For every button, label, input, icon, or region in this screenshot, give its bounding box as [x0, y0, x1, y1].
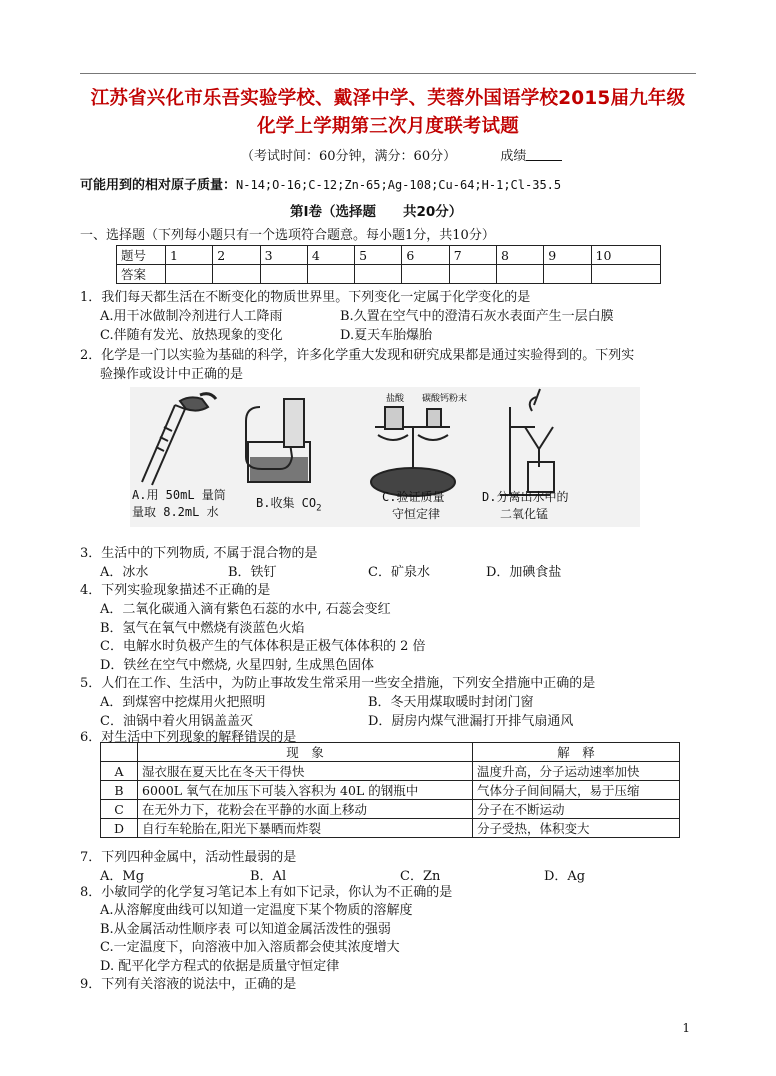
q7-stem: 7．下列四种金属中，活动性最弱的是	[80, 850, 297, 865]
answer-cell[interactable]	[260, 265, 307, 284]
exam-time-score: （考试时间：60分钟，满分：60分）	[241, 149, 457, 164]
caption-a	[132, 487, 226, 521]
q2-stem-line2: 验操作或设计中正确的是	[100, 367, 244, 382]
q3-option-c: C．矿泉水	[368, 565, 430, 580]
answer-col-10: 10	[591, 246, 660, 265]
q8-stem: 8．小敏同学的化学复习笔记本上有如下记录，你认为不正确的是	[80, 885, 453, 900]
q5-option-b: B．冬天用煤取暖时封闭门窗	[368, 695, 534, 710]
q9-stem: 9．下列有关溶液的说法中，正确的是	[80, 977, 297, 992]
section-title: 第Ⅰ卷（选择题 共20分）	[290, 204, 463, 220]
q6-row-option: D	[101, 819, 138, 838]
answer-col-4: 4	[307, 246, 354, 265]
q1-option-a: A.用干冰做制冷剂进行人工降雨	[100, 309, 283, 324]
table-row	[101, 800, 680, 819]
q5-stem: 5．人们在工作、生活中，为防止事故发生常采用一些安全措施，下列安全措施中正确的是	[80, 676, 596, 691]
caco3-label: 碳酸钙粉末	[422, 394, 468, 404]
q3-option-a: A．冰水	[100, 565, 149, 580]
caption-d	[482, 489, 568, 523]
gas-collection-icon	[246, 399, 310, 482]
q6-row-phenomenon: 湿衣服在夏天比在冬天干得快	[138, 762, 473, 781]
answer-table	[116, 245, 661, 284]
q7-option-c: C．Zn	[400, 869, 441, 884]
q5-option-d: D．厨房内煤气泄漏打开排气扇通风	[368, 714, 574, 729]
q7-option-b: B．Al	[250, 869, 287, 884]
q6-header-blank	[101, 743, 138, 762]
q3-stem: 3．生活中的下列物质, 不属于混合物的是	[80, 546, 318, 561]
q6-row-explanation: 温度升高，分子运动速率加快	[473, 762, 680, 781]
q6-row-option: B	[101, 781, 138, 800]
part1-instructions: 一、选择题（下列每小题只有一个选项符合题意。每小题1分，共10分）	[80, 228, 495, 243]
q1-option-b: B.久置在空气中的澄清石灰水表面产生一层白膜	[340, 309, 614, 324]
answer-col-5: 5	[355, 246, 402, 265]
q4-stem: 4．下列实验现象描述不正确的是	[80, 583, 271, 598]
q8-option-c: C.一定温度下，向溶液中加入溶质都会使其浓度增大	[100, 940, 400, 955]
q1-option-c: C.伴随有发光、放热现象的变化	[100, 328, 283, 343]
atomic-mass-values: N-14;O-16;C-12;Zn-65;Ag-108;Cu-64;H-1;Cl-35.5	[236, 178, 562, 192]
table-row	[101, 762, 680, 781]
q8-option-a: A.从溶解度曲线可以知道一定温度下某个物质的溶解度	[100, 903, 413, 918]
q7-option-a: A．Mg	[100, 869, 145, 884]
answer-col-2: 2	[213, 246, 260, 265]
filtration-icon	[500, 389, 554, 495]
exam-title-line1: 江苏省兴化市乐吾实验学校、戴泽中学、芙蓉外国语学校2015届九年级	[90, 88, 686, 109]
caption-d-line2: 二氧化锰	[500, 507, 549, 521]
q6-row-option: A	[101, 762, 138, 781]
q8-option-d: D. 配平化学方程式的依据是质量守恒定律	[100, 959, 340, 974]
answer-cell[interactable]	[355, 265, 402, 284]
q6-row-phenomenon: 在无外力下，花粉会在平静的水面上移动	[138, 800, 473, 819]
answer-cell[interactable]	[307, 265, 354, 284]
q6-header-phenomenon: 现 象	[138, 743, 473, 762]
answer-col-6: 6	[402, 246, 449, 265]
score-label: 成绩	[500, 149, 527, 164]
q6-row-phenomenon: 自行车轮胎在,阳光下暴晒而炸裂	[138, 819, 473, 838]
page-number: 1	[682, 1021, 690, 1035]
q6-stem: 6．对生活中下列现象的解释错误的是	[80, 730, 297, 745]
answer-col-7: 7	[449, 246, 496, 265]
q1-option-d: D.夏天车胎爆胎	[340, 328, 433, 343]
graduated-cylinder-icon	[142, 394, 216, 485]
q6-row-explanation: 分子在不断运动	[473, 800, 680, 819]
q3-option-d: D．加碘食盐	[486, 565, 562, 580]
caption-b-subscript: 2	[316, 503, 322, 514]
caption-c-line1: C.验证质量	[382, 490, 445, 504]
table-row	[101, 819, 680, 838]
q6-row-explanation: 分子受热，体积变大	[473, 819, 680, 838]
answer-cell[interactable]	[166, 265, 213, 284]
q6-header-explanation: 解 释	[473, 743, 680, 762]
caption-a-line2: 量取 8.2mL 水	[132, 505, 219, 519]
q6-row-explanation: 气体分子间间隔大，易于压缩	[473, 781, 680, 800]
q1-stem: 1．我们每天都生活在不断变化的物质世界里。下列变化一定属于化学变化的是	[80, 290, 531, 305]
answer-table-row2-label: 答案	[117, 265, 166, 284]
q6-row-option: C	[101, 800, 138, 819]
exam-title-line2: 化学上学期第三次月度联考试题	[257, 116, 519, 137]
answer-cell[interactable]	[544, 265, 591, 284]
answer-col-9: 9	[544, 246, 591, 265]
q4-option-d: D．铁丝在空气中燃烧, 火星四射, 生成黑色固体	[100, 658, 374, 673]
score-blank	[526, 148, 562, 161]
answer-cell[interactable]	[591, 265, 660, 284]
q6-table	[100, 742, 680, 838]
answer-table-row1-label: 题号	[117, 246, 166, 265]
caption-c-line2: 守恒定律	[392, 507, 441, 521]
q4-option-c: C．电解水时负极产生的气体体积是正极气体体积的 2 倍	[100, 639, 426, 654]
answer-cell[interactable]	[213, 265, 260, 284]
exam-info	[241, 145, 562, 164]
answer-cell[interactable]	[496, 265, 543, 284]
q5-option-a: A．到煤窖中挖煤用火把照明	[100, 695, 266, 710]
atomic-mass-line	[80, 174, 561, 193]
caption-b-text: B.收集 CO	[256, 496, 317, 510]
caption-d-line1: D.分离出水中的	[482, 490, 569, 504]
atomic-mass-label: 可能用到的相对原子质量：	[80, 178, 237, 193]
answer-col-3: 3	[260, 246, 307, 265]
caption-b	[256, 495, 322, 517]
hcl-label: 盐酸	[386, 394, 405, 404]
caption-a-line1: A.用 50mL 量筒	[132, 488, 226, 502]
answer-col-8: 8	[496, 246, 543, 265]
table-row	[101, 781, 680, 800]
balance-icon	[371, 407, 455, 496]
q8-option-b: B.从金属活动性顺序表 可以知道金属活泼性的强弱	[100, 922, 391, 937]
answer-cell[interactable]	[402, 265, 449, 284]
q2-figure	[130, 387, 640, 527]
q4-option-a: A．二氧化碳通入滴有紫色石蕊的水中, 石蕊会变红	[100, 602, 391, 617]
q4-option-b: B．氢气在氧气中燃烧有淡蓝色火焰	[100, 621, 305, 636]
q7-option-d: D．Ag	[544, 869, 586, 884]
caption-c	[382, 489, 444, 523]
q6-row-phenomenon: 6000L 氧气在加压下可装入容积为 40L 的钢瓶中	[138, 781, 473, 800]
answer-cell[interactable]	[449, 265, 496, 284]
header-rule	[80, 73, 696, 74]
q5-option-c: C．油锅中着火用锅盖盖灭	[100, 714, 253, 729]
q2-stem-line1: 2．化学是一门以实验为基础的科学，许多化学重大发现和研究成果都是通过实验得到的。下列实	[80, 348, 635, 363]
q3-option-b: B．铁钉	[228, 565, 277, 580]
answer-col-1: 1	[166, 246, 213, 265]
